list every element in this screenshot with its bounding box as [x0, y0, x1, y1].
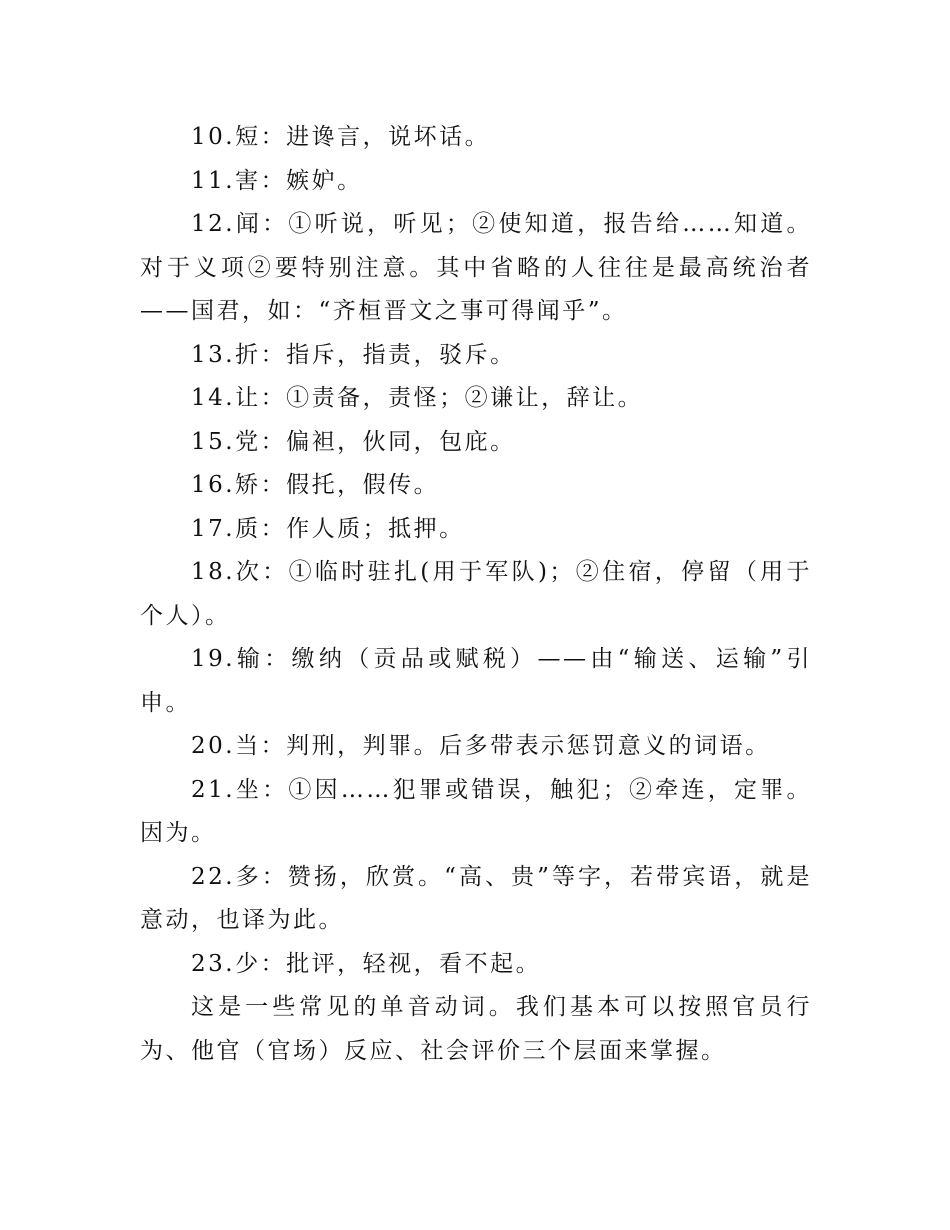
- entry-18: 18.次：①临时驻扎(用于军队)；②住宿，停留（用于个人）。: [140, 559, 812, 629]
- entry-23: 23.少：批评，轻视，看不起。: [191, 950, 542, 977]
- summary-paragraph: 这是一些常见的单音动词。我们基本可以按照官员行为、他官（官场）反应、社会评价三个层面来掌握。: [140, 994, 812, 1064]
- entry-21: 21.坐：①因……犯罪或错误，触犯；②牵连，定罪。因为。: [140, 776, 812, 846]
- entry-15: 15.党：偏袒，伙同，包庇。: [191, 428, 516, 455]
- entry-10: 10.短：进谗言，说坏话。: [191, 124, 491, 150]
- entry-16: 16.矫：假托，假传。: [191, 472, 440, 498]
- entry-12: 12.闻：①听说，听见；②使知道，报告给……知道。对于义项②要特别注意。其中省略的人往往是最高统治者——国君，如：“齐桓晋文之事可得闻乎”。: [140, 211, 812, 324]
- document-body: [140, 116, 812, 1073]
- entry-14: 14.让：①责备，责怪；②谦让，辞让。: [191, 385, 644, 411]
- entry-13: 13.折：指斥，指责，驳斥。: [191, 341, 516, 368]
- entry-11: 11.害：嫉妒。: [191, 167, 363, 194]
- entry-20: 20.当：判刑，判罪。后多带表示惩罚意义的词语。: [191, 733, 771, 759]
- entry-22: 22.多：赞扬，欣赏。“高、贵”等字，若带宾语，就是意动，也译为此。: [140, 863, 812, 933]
- entry-19: 19.输：缴纳（贡品或赋税）——由“输送、运输”引申。: [140, 646, 812, 716]
- entry-17: 17.质：作人质；抵押。: [191, 515, 465, 542]
